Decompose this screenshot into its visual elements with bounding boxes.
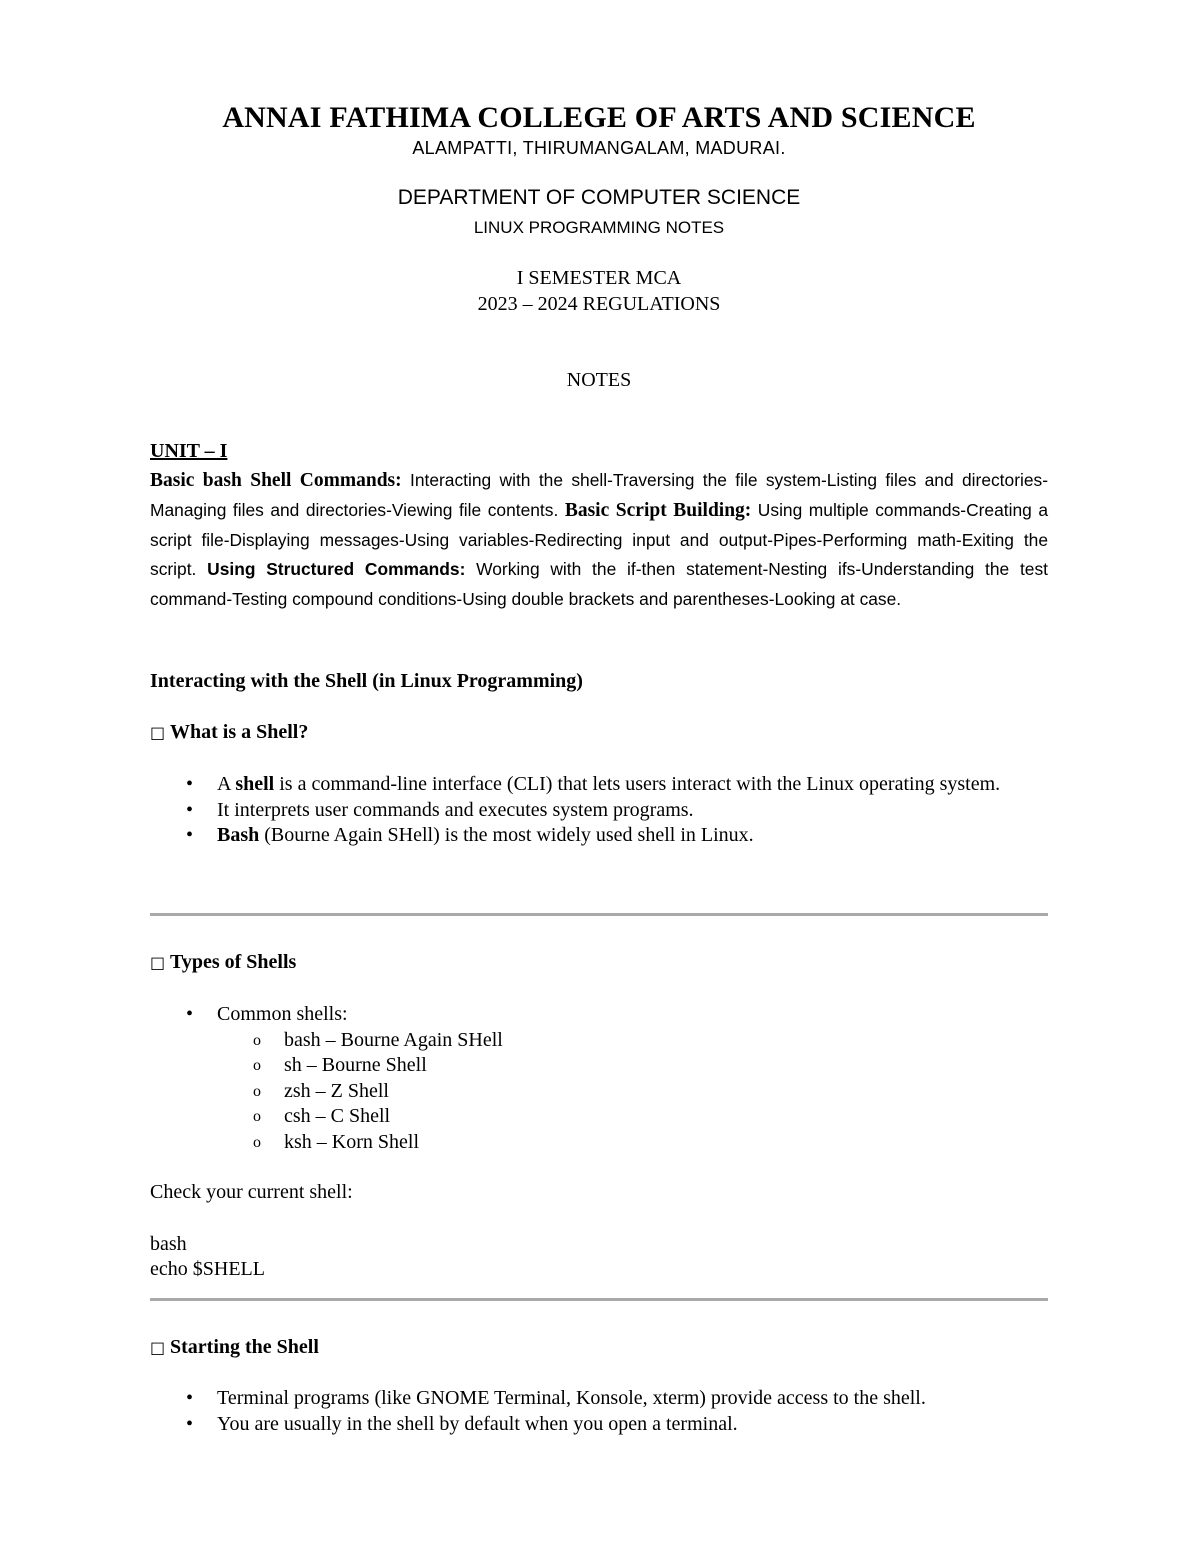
sub-bullet-icon: o xyxy=(253,1082,261,1100)
sub-list-item xyxy=(150,1028,1048,1054)
sub-list-item xyxy=(150,1079,1048,1105)
department-name: DEPARTMENT OF COMPUTER SCIENCE xyxy=(397,186,801,209)
starting-shell-list xyxy=(150,1386,1048,1437)
notes-label: NOTES xyxy=(566,369,632,391)
list-item xyxy=(150,1002,1048,1155)
starting-shell-heading xyxy=(150,1336,319,1359)
types-of-shells-heading xyxy=(150,951,296,974)
sub-bullet-icon: o xyxy=(253,1031,261,1049)
list-item-text: You are usually in the shell by default when you open a terminal. xyxy=(217,1412,738,1435)
list-item-text: is a command-line interface (CLI) that lets users interact with the Linux operating system. xyxy=(274,773,1001,795)
list-item xyxy=(150,823,1048,849)
sub-list-item-text: csh – C Shell xyxy=(284,1105,391,1127)
what-is-shell-list xyxy=(150,772,1048,849)
what-is-shell-title: What is a Shell? xyxy=(170,721,309,743)
bullet-icon: • xyxy=(186,1387,194,1409)
list-item-text: It interprets user commands and executes system programs. xyxy=(217,798,694,821)
placeholder-box-icon: □ xyxy=(150,953,166,972)
starting-shell-title: Starting the Shell xyxy=(170,1336,319,1358)
code-language-label: bash xyxy=(150,1233,187,1255)
semester-label: I SEMESTER MCA xyxy=(516,267,682,289)
code-line: echo $SHELL xyxy=(150,1258,265,1280)
sub-list-item xyxy=(150,1053,1048,1079)
college-name: ANNAI FATHIMA COLLEGE OF ARTS AND SCIENCE xyxy=(222,101,976,134)
section-main-title: Interacting with the Shell (in Linux Programming) xyxy=(150,670,583,692)
list-item xyxy=(150,1412,1048,1438)
list-item xyxy=(150,798,1048,824)
bullet-icon: • xyxy=(186,773,194,795)
sub-bullet-icon: o xyxy=(253,1108,261,1125)
bullet-icon: • xyxy=(186,798,194,821)
list-item-bold: Bash xyxy=(217,824,260,846)
bullet-icon: • xyxy=(186,824,194,846)
syllabus-text-3: Working with the if-then statement-Nesting ifs-Understanding the test command-Testing compound conditions-Using double brackets and parentheses-Looking at case. xyxy=(150,559,1048,610)
syllabus-text-2: Using multiple commands-Creating a script file-Displaying messages-Using variables-Redirecting input and output-Pipes-Performing math-Exiting the script. xyxy=(150,499,1048,580)
sub-list-item-text: sh – Bourne Shell xyxy=(284,1054,427,1076)
syllabus-label-3: Using Structured Commands: xyxy=(207,559,466,580)
list-item-bold: shell xyxy=(235,773,275,795)
sub-bullet-icon: o xyxy=(253,1057,261,1074)
types-of-shells-title: Types of Shells xyxy=(170,951,297,973)
course-title: LINUX PROGRAMMING NOTES xyxy=(473,218,725,237)
list-item xyxy=(150,1386,1048,1412)
placeholder-box-icon: □ xyxy=(150,723,166,742)
college-address: ALAMPATTI, THIRUMANGALAM, MADURAI. xyxy=(412,138,786,158)
sub-list-item-text: bash – Bourne Again SHell xyxy=(284,1028,503,1051)
sub-list-item xyxy=(150,1104,1048,1130)
bullet-icon: • xyxy=(186,1412,194,1435)
list-item xyxy=(150,772,1048,798)
horizontal-rule xyxy=(150,1298,1048,1301)
sub-list-item-text: ksh – Korn Shell xyxy=(284,1130,419,1153)
check-shell-text: Check your current shell: xyxy=(150,1181,353,1203)
syllabus-label-2: Basic Script Building: xyxy=(564,499,752,521)
list-item-text: Common shells: xyxy=(217,1003,348,1025)
list-item-text: A xyxy=(217,773,236,795)
sub-list-item xyxy=(150,1130,1048,1156)
syllabus-text-1: Interacting with the shell-Traversing the file system-Listing files and directories-Managing files and directories-Viewing file contents. xyxy=(150,470,1049,520)
types-of-shells-list xyxy=(150,1002,1048,1155)
horizontal-rule xyxy=(150,913,1048,916)
regulations-label: 2023 – 2024 REGULATIONS xyxy=(477,293,721,315)
syllabus-label-1: Basic bash Shell Commands: xyxy=(150,470,402,491)
list-item-text: Terminal programs (like GNOME Terminal, Konsole, xterm) provide access to the shell. xyxy=(217,1387,926,1409)
unit-title: UNIT – I xyxy=(150,440,228,462)
what-is-shell-heading xyxy=(150,721,308,744)
list-item-text: (Bourne Again SHell) is the most widely used shell in Linux. xyxy=(259,824,754,846)
sub-list-item-text: zsh – Z Shell xyxy=(284,1079,389,1102)
placeholder-box-icon: □ xyxy=(150,1338,166,1357)
unit-syllabus xyxy=(150,466,1048,615)
sub-bullet-icon: o xyxy=(253,1133,261,1151)
shell-sublist xyxy=(217,1028,1048,1156)
bullet-icon: • xyxy=(186,1003,194,1025)
